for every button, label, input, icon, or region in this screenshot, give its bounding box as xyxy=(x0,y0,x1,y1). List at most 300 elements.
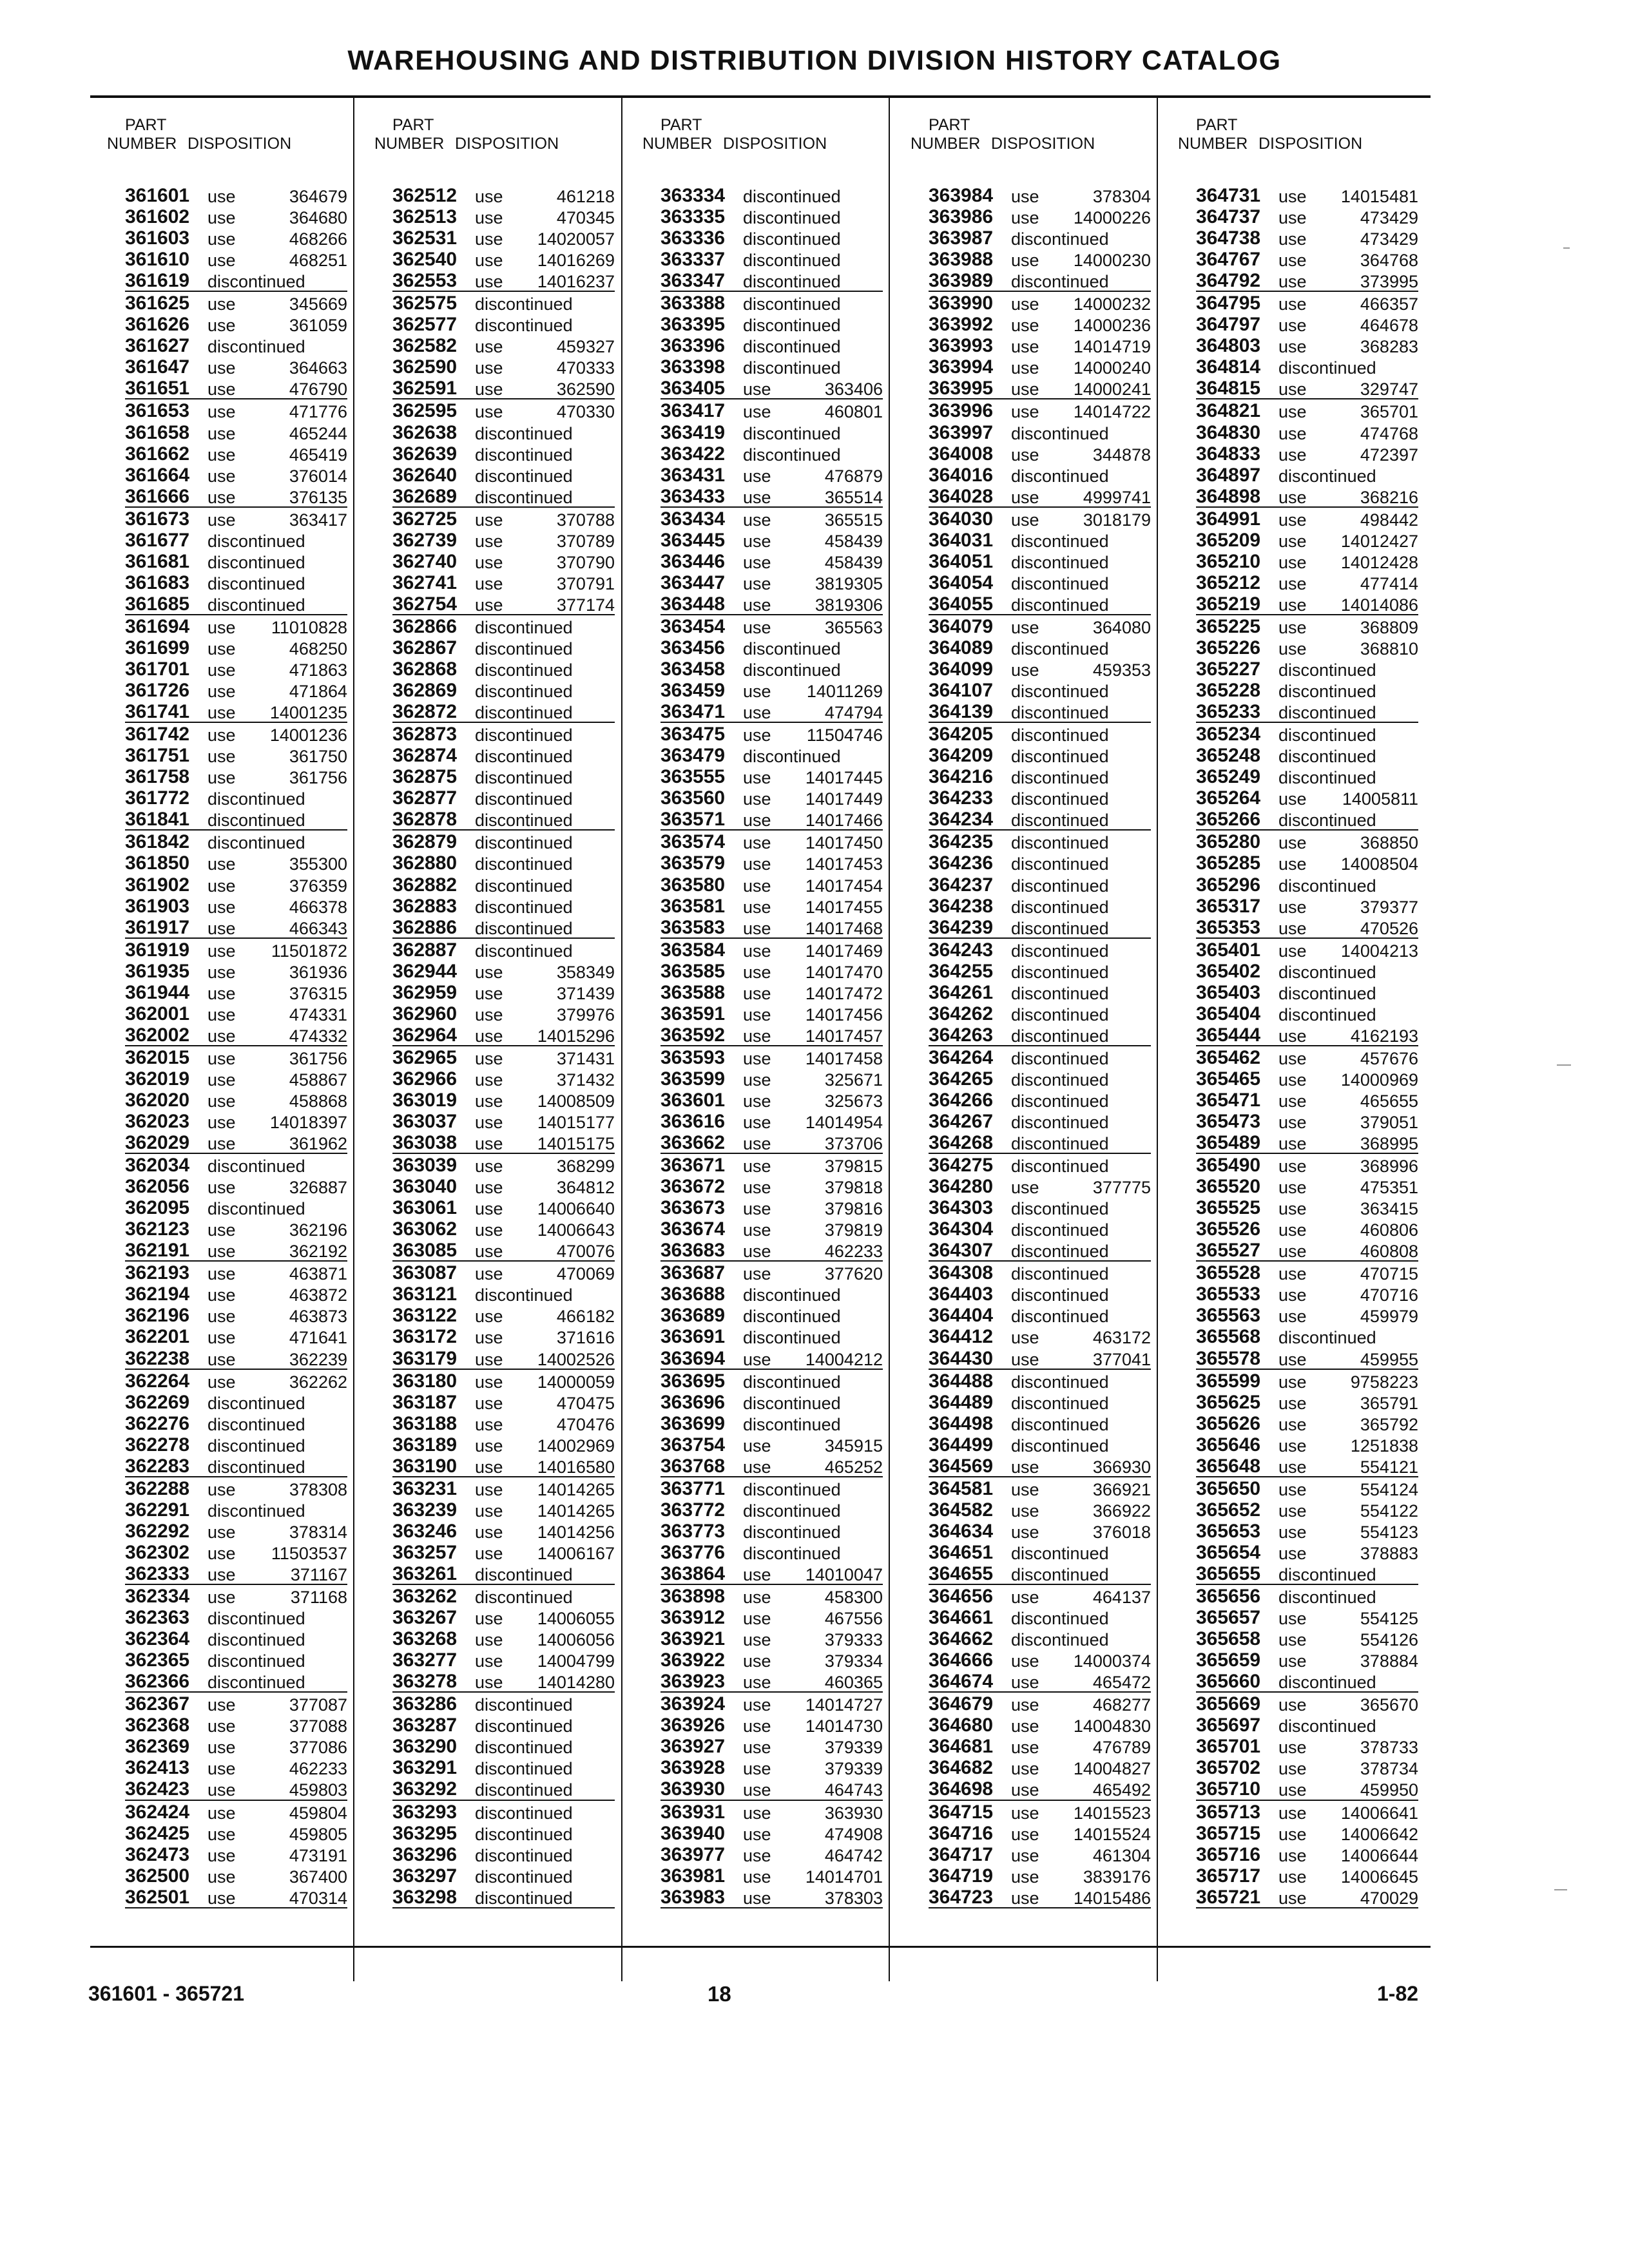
catalog-entry xyxy=(125,572,347,593)
part-number: 363268 xyxy=(392,1628,458,1650)
part-number: 362741 xyxy=(392,572,458,593)
part-number: 365520 xyxy=(1196,1176,1261,1198)
disposition-keyword: use xyxy=(1011,380,1039,399)
replacement-part-number: 361936 xyxy=(289,962,347,982)
catalog-entry xyxy=(1196,1843,1418,1865)
disposition xyxy=(475,834,615,852)
part-number: 363673 xyxy=(660,1197,726,1219)
part-number: 365249 xyxy=(1196,766,1261,788)
replacement-part-number: 554125 xyxy=(1360,1609,1418,1629)
disposition-keyword: use xyxy=(1011,1457,1039,1477)
disposition-keyword: use xyxy=(475,1393,503,1413)
catalog-entry xyxy=(660,765,883,787)
part-number: 363662 xyxy=(660,1132,726,1154)
part-number: 363267 xyxy=(392,1607,458,1629)
replacement-part-number: 459353 xyxy=(1092,660,1151,680)
part-number: 361658 xyxy=(125,421,190,443)
disposition-keyword: use xyxy=(475,337,503,357)
part-number: 362882 xyxy=(392,874,458,896)
part-number: 363458 xyxy=(660,658,726,680)
disposition-keyword: discontinued xyxy=(743,1479,841,1499)
disposition-keyword: use xyxy=(743,1824,771,1844)
part-number: 363994 xyxy=(929,356,994,378)
disposition xyxy=(743,1221,883,1239)
part-number: 363187 xyxy=(392,1391,458,1413)
disposition-keyword: use xyxy=(743,1070,771,1090)
replacement-part-number: 378734 xyxy=(1360,1759,1418,1779)
disposition-keyword: use xyxy=(1278,854,1307,874)
disposition xyxy=(1011,1307,1151,1325)
replacement-part-number: 474794 xyxy=(824,703,883,723)
catalog-entry xyxy=(660,1304,883,1325)
replacement-part-number: 368810 xyxy=(1360,639,1418,658)
catalog-entry xyxy=(125,658,347,679)
replacement-part-number: 371616 xyxy=(556,1328,615,1348)
disposition-keyword: use xyxy=(207,1307,236,1327)
disposition-keyword: use xyxy=(1278,918,1307,938)
disposition-keyword: use xyxy=(1278,1824,1307,1844)
disposition-keyword: use xyxy=(207,1479,236,1499)
catalog-entry xyxy=(1196,206,1418,227)
disposition xyxy=(1278,942,1418,960)
disposition xyxy=(743,790,883,808)
disposition xyxy=(207,1481,347,1499)
disposition-keyword: use xyxy=(1011,1824,1039,1844)
catalog-entry xyxy=(125,939,347,960)
disposition xyxy=(1278,230,1418,248)
catalog-entry xyxy=(125,464,347,485)
disposition-keyword: use xyxy=(475,1004,503,1024)
replacement-part-number: 464678 xyxy=(1360,316,1418,336)
catalog-entry xyxy=(929,1606,1151,1628)
catalog-entry xyxy=(660,1239,883,1262)
disposition-keyword: use xyxy=(743,703,771,723)
part-number: 363931 xyxy=(660,1801,726,1823)
part-number: 364304 xyxy=(929,1218,994,1240)
part-number: 364266 xyxy=(929,1089,994,1111)
catalog-entry xyxy=(660,1370,883,1391)
replacement-part-number: 470069 xyxy=(556,1264,615,1284)
disposition xyxy=(207,1696,347,1714)
disposition-keyword: use xyxy=(743,1867,771,1887)
disposition xyxy=(207,877,347,895)
disposition-keyword: use xyxy=(1278,1285,1307,1305)
catalog-entry xyxy=(1196,831,1418,852)
disposition xyxy=(743,1588,883,1606)
catalog-entry xyxy=(1196,1822,1418,1843)
disposition xyxy=(1011,919,1151,937)
replacement-part-number: 365701 xyxy=(1360,402,1418,422)
disposition-keyword: use xyxy=(1278,1695,1307,1715)
replacement-part-number: 470333 xyxy=(556,358,615,378)
catalog-entry xyxy=(929,916,1151,939)
part-number: 362553 xyxy=(392,270,458,292)
disposition-keyword: use xyxy=(743,897,771,917)
catalog-entry xyxy=(1196,529,1418,550)
disposition-keyword: use xyxy=(1011,1759,1039,1779)
disposition xyxy=(1278,1523,1418,1541)
part-number: 362201 xyxy=(125,1326,190,1348)
disposition xyxy=(1278,963,1418,981)
catalog-entry xyxy=(660,269,883,292)
disposition xyxy=(1278,1717,1418,1735)
disposition xyxy=(743,338,883,356)
replacement-part-number: 465492 xyxy=(1092,1780,1151,1800)
catalog-entry xyxy=(1196,637,1418,658)
part-number: 364661 xyxy=(929,1607,994,1629)
disposition-keyword: use xyxy=(1278,1199,1307,1219)
part-number: 362880 xyxy=(392,852,458,874)
disposition-keyword: use xyxy=(1011,1738,1039,1758)
part-number: 362367 xyxy=(125,1693,190,1715)
disposition xyxy=(743,1373,883,1391)
disposition-keyword: use xyxy=(475,1178,503,1198)
disposition-keyword: use xyxy=(1278,1242,1307,1262)
disposition xyxy=(475,1696,615,1714)
part-number: 363695 xyxy=(660,1370,726,1392)
disposition xyxy=(207,1544,347,1562)
disposition xyxy=(207,1868,347,1886)
replacement-part-number: 460806 xyxy=(1360,1220,1418,1240)
part-number: 364255 xyxy=(929,960,994,982)
part-number: 364008 xyxy=(929,443,994,465)
disposition xyxy=(1278,1610,1418,1628)
part-number: 362960 xyxy=(392,1003,458,1024)
disposition xyxy=(743,855,883,873)
part-number: 364261 xyxy=(929,981,994,1003)
catalog-entry xyxy=(660,831,883,852)
disposition xyxy=(207,619,347,637)
disposition xyxy=(207,1307,347,1325)
disposition xyxy=(475,1265,615,1283)
catalog-entry xyxy=(929,808,1151,831)
part-number: 364055 xyxy=(929,593,994,615)
disposition-keyword: discontinued xyxy=(1278,660,1376,680)
part-number: 362754 xyxy=(392,593,458,615)
disposition xyxy=(743,1673,883,1691)
part-number: 362959 xyxy=(392,981,458,1003)
part-number: 365701 xyxy=(1196,1736,1261,1758)
catalog-entry xyxy=(125,723,347,744)
disposition xyxy=(475,726,615,744)
part-number: 365568 xyxy=(1196,1326,1261,1348)
part-number: 362869 xyxy=(392,680,458,702)
part-number: 361842 xyxy=(125,831,190,853)
disposition-keyword: discontinued xyxy=(1011,1091,1109,1111)
disposition-keyword: use xyxy=(1278,208,1307,228)
catalog-entry xyxy=(392,1262,615,1283)
catalog-entry xyxy=(660,1283,883,1304)
disposition-keyword: use xyxy=(1278,1543,1307,1563)
catalog-entry xyxy=(929,981,1151,1003)
disposition xyxy=(475,1329,615,1347)
disposition xyxy=(1278,1178,1418,1196)
disposition-keyword: use xyxy=(475,962,503,982)
disposition xyxy=(1278,855,1418,873)
disposition xyxy=(1011,1523,1151,1541)
part-number: 363688 xyxy=(660,1283,726,1305)
disposition-keyword: use xyxy=(743,595,771,615)
part-number: 365227 xyxy=(1196,658,1261,680)
catalog-entry xyxy=(392,206,615,227)
part-number: 361653 xyxy=(125,400,190,422)
replacement-part-number: 473191 xyxy=(289,1845,347,1865)
disposition xyxy=(743,553,883,572)
disposition xyxy=(1011,1113,1151,1131)
part-number: 361627 xyxy=(125,335,190,357)
part-number: 363293 xyxy=(392,1801,458,1823)
part-number: 361902 xyxy=(125,874,190,896)
disposition xyxy=(475,359,615,377)
disposition-keyword: use xyxy=(1011,1588,1039,1608)
disposition xyxy=(475,1566,615,1584)
catalog-entry xyxy=(929,508,1151,529)
catalog-entry xyxy=(660,1693,883,1714)
disposition-keyword: discontinued xyxy=(475,423,573,443)
disposition xyxy=(1278,1416,1418,1434)
part-number: 362878 xyxy=(392,809,458,831)
disposition xyxy=(743,1307,883,1325)
replacement-part-number: 14017469 xyxy=(805,941,883,961)
catalog-entry xyxy=(125,1562,347,1585)
part-number: 362196 xyxy=(125,1305,190,1327)
disposition xyxy=(743,1265,883,1283)
disposition xyxy=(207,682,347,700)
disposition xyxy=(1011,1416,1151,1434)
replacement-part-number: 370791 xyxy=(556,573,615,593)
disposition-keyword: use xyxy=(743,1457,771,1477)
disposition-keyword: use xyxy=(743,1113,771,1133)
replacement-part-number: 3819306 xyxy=(815,595,883,615)
disposition xyxy=(1278,446,1418,464)
disposition-keyword: use xyxy=(207,423,236,443)
part-number: 364830 xyxy=(1196,421,1261,443)
catalog-entry xyxy=(125,1455,347,1477)
disposition xyxy=(207,338,347,356)
part-number: 362540 xyxy=(392,249,458,271)
part-number: 361625 xyxy=(125,293,190,314)
replacement-part-number: 14015523 xyxy=(1073,1803,1151,1823)
disposition xyxy=(1278,1200,1418,1218)
disposition xyxy=(207,985,347,1003)
catalog-entry xyxy=(929,787,1151,808)
disposition xyxy=(475,877,615,895)
disposition xyxy=(1011,661,1151,679)
catalog-entry xyxy=(392,1046,615,1068)
catalog-entry xyxy=(392,1499,615,1520)
catalog-entry xyxy=(660,1541,883,1562)
part-number: 364234 xyxy=(929,809,994,831)
replacement-part-number: 14006642 xyxy=(1340,1824,1418,1844)
catalog-entry xyxy=(125,1391,347,1412)
disposition xyxy=(1011,1437,1151,1455)
catalog-entry xyxy=(660,1778,883,1800)
part-number: 364797 xyxy=(1196,314,1261,336)
catalog-entry xyxy=(392,1024,615,1046)
disposition xyxy=(1278,1673,1418,1691)
part-number: 363180 xyxy=(392,1370,458,1392)
replacement-part-number: 14015481 xyxy=(1340,187,1418,206)
disposition xyxy=(1278,403,1418,421)
part-number: 364205 xyxy=(929,724,994,745)
part-number: 363926 xyxy=(660,1715,726,1736)
disposition-keyword: discontinued xyxy=(743,1328,841,1348)
disposition-keyword: discontinued xyxy=(475,617,573,637)
disposition xyxy=(1011,811,1151,829)
disposition-keyword: use xyxy=(743,1091,771,1111)
catalog-entry xyxy=(392,1585,615,1606)
catalog-entry xyxy=(125,1693,347,1714)
catalog-entry xyxy=(125,529,347,550)
disposition xyxy=(743,919,883,937)
disposition xyxy=(207,1329,347,1347)
disposition xyxy=(207,1717,347,1735)
catalog-entry xyxy=(1196,248,1418,269)
disposition xyxy=(743,230,883,248)
part-number: 362194 xyxy=(125,1283,190,1305)
part-number: 363257 xyxy=(392,1541,458,1563)
catalog-entry xyxy=(125,1822,347,1843)
disposition xyxy=(743,1868,883,1886)
disposition-keyword: discontinued xyxy=(743,251,841,271)
disposition-keyword: use xyxy=(207,466,236,486)
replacement-part-number: 458867 xyxy=(289,1070,347,1090)
replacement-part-number: 460801 xyxy=(824,402,883,422)
disposition-keyword: use xyxy=(475,1501,503,1521)
disposition-keyword: use xyxy=(1278,897,1307,917)
disposition-keyword: discontinued xyxy=(1278,876,1376,896)
disposition xyxy=(207,1092,347,1110)
replacement-part-number: 11503537 xyxy=(271,1543,347,1563)
disposition xyxy=(207,403,347,421)
replacement-part-number: 470076 xyxy=(556,1242,615,1262)
replacement-part-number: 368995 xyxy=(1360,1134,1418,1154)
catalog-entry xyxy=(125,421,347,443)
part-number: 363298 xyxy=(392,1886,458,1908)
replacement-part-number: 368283 xyxy=(1360,337,1418,357)
disposition-keyword: discontinued xyxy=(207,1436,305,1456)
catalog-entry xyxy=(660,399,883,421)
disposition xyxy=(207,187,347,206)
replacement-part-number: 361750 xyxy=(289,747,347,767)
catalog-entry xyxy=(1196,939,1418,960)
part-number: 365280 xyxy=(1196,831,1261,853)
disposition-keyword: discontinued xyxy=(743,358,841,378)
disposition-keyword: use xyxy=(1278,337,1307,357)
part-number: 361610 xyxy=(125,249,190,271)
disposition xyxy=(207,1178,347,1196)
replacement-part-number: 14017454 xyxy=(805,876,883,896)
catalog-entry xyxy=(660,852,883,873)
disposition-keyword: use xyxy=(475,1242,503,1262)
catalog-entry xyxy=(929,1628,1151,1649)
part-number: 365626 xyxy=(1196,1412,1261,1434)
disposition-keyword: discontinued xyxy=(743,639,841,658)
part-number: 363983 xyxy=(660,1886,726,1908)
disposition-keyword: use xyxy=(743,510,771,530)
catalog-entry xyxy=(660,443,883,464)
disposition xyxy=(207,532,347,550)
disposition-keyword: discontinued xyxy=(743,423,841,443)
catalog-entry xyxy=(660,1714,883,1735)
catalog-entry xyxy=(125,679,347,700)
part-number: 363683 xyxy=(660,1240,726,1262)
replacement-part-number: 355300 xyxy=(289,854,347,874)
part-number: 363898 xyxy=(660,1586,726,1608)
disposition-keyword: use xyxy=(1011,294,1039,314)
disposition-keyword: discontinued xyxy=(207,1673,305,1693)
disposition xyxy=(475,1631,615,1649)
catalog-entry xyxy=(392,1412,615,1434)
catalog-entry xyxy=(1196,1801,1418,1822)
disposition-keyword: discontinued xyxy=(1011,682,1109,702)
disposition-keyword: use xyxy=(743,1178,771,1198)
catalog-entry xyxy=(392,1801,615,1822)
catalog-entry xyxy=(660,1218,883,1239)
disposition xyxy=(475,1523,615,1541)
part-number: 365264 xyxy=(1196,787,1261,809)
part-number: 363447 xyxy=(660,572,726,593)
part-heading: PART xyxy=(1196,116,1238,134)
catalog-entry xyxy=(929,1003,1151,1024)
disposition-keyword: use xyxy=(207,1716,236,1736)
catalog-entry xyxy=(1196,1541,1418,1562)
catalog-entry xyxy=(660,1046,883,1068)
disposition-keyword: use xyxy=(475,1091,503,1111)
disposition xyxy=(475,596,615,614)
disposition-keyword: use xyxy=(475,272,503,292)
catalog-entry xyxy=(660,593,883,615)
disposition-keyword: discontinued xyxy=(743,660,841,680)
disposition xyxy=(1011,898,1151,916)
disposition-keyword: use xyxy=(743,1048,771,1068)
catalog-entry xyxy=(125,1714,347,1735)
part-number: 364738 xyxy=(1196,227,1261,249)
part-number: 365471 xyxy=(1196,1089,1261,1111)
disposition xyxy=(743,295,883,313)
disposition-keyword: use xyxy=(475,1630,503,1650)
catalog-entry xyxy=(392,765,615,787)
replacement-part-number: 4999741 xyxy=(1083,487,1151,507)
replacement-part-number: 361756 xyxy=(289,1048,347,1068)
disposition xyxy=(1278,209,1418,227)
part-number: 365473 xyxy=(1196,1111,1261,1133)
part-number: 364079 xyxy=(929,615,994,637)
disposition-keyword: use xyxy=(207,918,236,938)
disposition xyxy=(1278,1868,1418,1886)
catalog-entry xyxy=(660,1089,883,1110)
disposition xyxy=(1278,1265,1418,1283)
disposition-keyword: discontinued xyxy=(475,768,573,788)
part-number: 363591 xyxy=(660,1003,726,1024)
part-number: 363674 xyxy=(660,1218,726,1240)
part-number: 365490 xyxy=(1196,1155,1261,1177)
disposition xyxy=(475,1588,615,1606)
part-number: 365402 xyxy=(1196,960,1261,982)
part-number: 363997 xyxy=(929,421,994,443)
part-number: 365285 xyxy=(1196,852,1261,874)
catalog-entry xyxy=(125,1412,347,1434)
catalog-entry xyxy=(929,399,1151,421)
part-number: 363188 xyxy=(392,1412,458,1434)
disposition-keyword: discontinued xyxy=(1011,552,1109,572)
replacement-part-number: 370789 xyxy=(556,531,615,551)
replacement-part-number: 474332 xyxy=(289,1026,347,1046)
part-number: 365660 xyxy=(1196,1671,1261,1693)
disposition xyxy=(1011,1588,1151,1606)
catalog-entry xyxy=(1196,593,1418,615)
catalog-entry xyxy=(125,227,347,248)
